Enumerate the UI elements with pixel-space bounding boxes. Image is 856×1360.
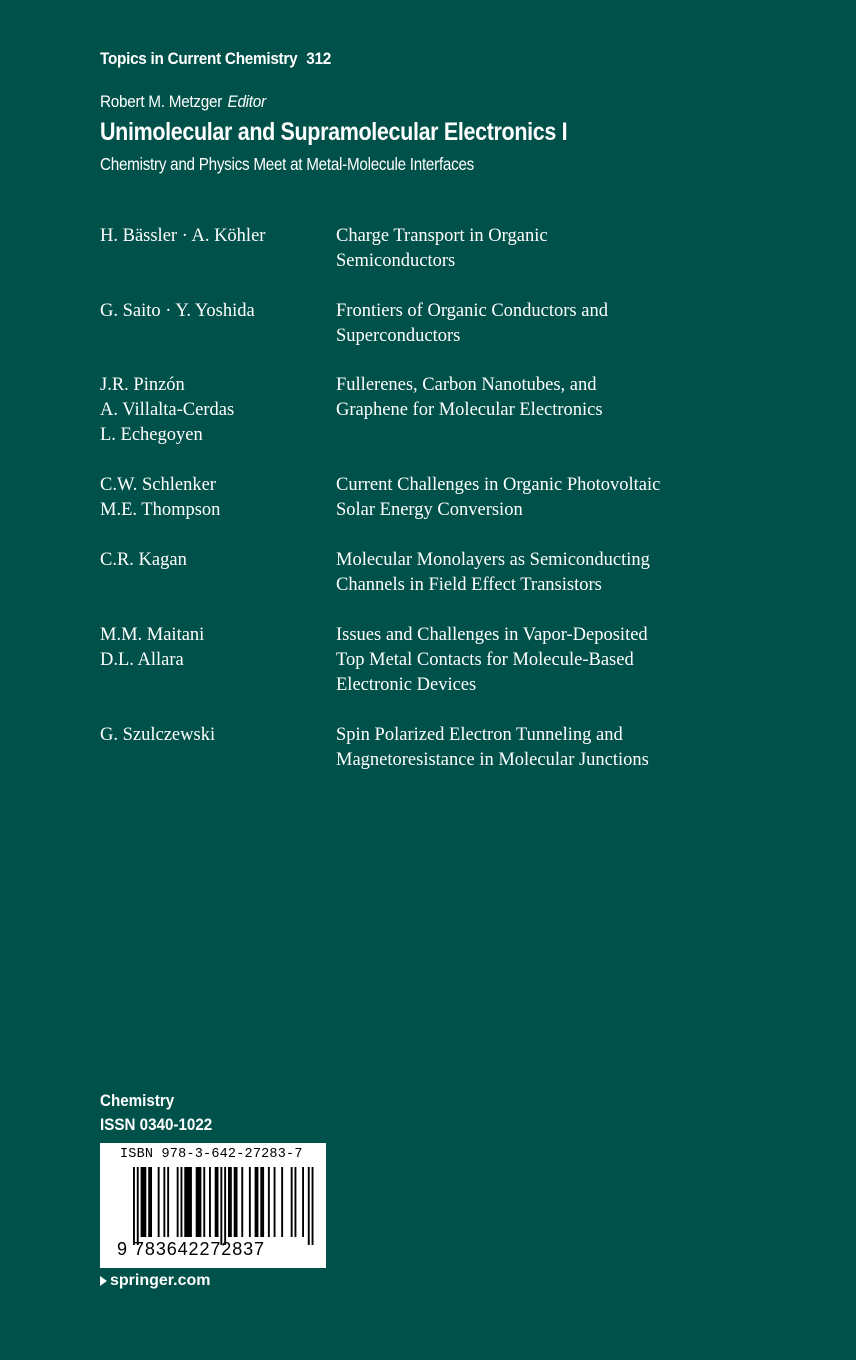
title-line: Top Metal Contacts for Molecule-Based [336, 650, 634, 670]
author-line: M.E. Thompson [100, 500, 221, 520]
barcode-bar [234, 1167, 238, 1237]
ean-first-digit: 9 [117, 1239, 128, 1259]
title-line: Fullerenes, Carbon Nanotubes, and [336, 375, 597, 395]
title-line: Graphene for Molecular Electronics [336, 400, 603, 420]
title-line: Electronic Devices [336, 675, 477, 695]
title-line: Semiconductors [336, 251, 456, 271]
series-name: Topics in Current Chemistry [100, 49, 298, 68]
arrow-right-icon [100, 1276, 107, 1286]
ean-digits: 783642272837 [134, 1239, 265, 1259]
barcode-bar [177, 1167, 179, 1237]
subject-category: Chemistry [100, 1092, 175, 1110]
barcode-bar [163, 1167, 165, 1237]
entry-authors [100, 473, 330, 523]
barcode-bar [141, 1167, 147, 1237]
entry-authors [100, 224, 330, 249]
series-line [100, 49, 331, 69]
barcode-bar [312, 1167, 314, 1245]
title-line: Frontiers of Organic Conductors and [336, 301, 608, 321]
barcode-bar [184, 1167, 192, 1237]
volume-number: 312 [306, 49, 332, 68]
barcode-bar [255, 1167, 259, 1237]
entry-authors [100, 723, 330, 748]
author-line: C.R. Kagan [100, 550, 187, 570]
entry-title [336, 299, 736, 349]
book-title: Unimolecular and Supramolecular Electronics I [100, 118, 568, 146]
title-line: Current Challenges in Organic Photovoltaic [336, 475, 661, 495]
editor-name: Robert M. Metzger [100, 92, 223, 111]
barcode-bar [281, 1167, 283, 1237]
barcode-bar [268, 1167, 270, 1237]
title-line: Charge Transport in Organic [336, 226, 548, 246]
barcode-bar [148, 1167, 152, 1237]
barcode-bar [224, 1167, 226, 1245]
barcode-bar [133, 1167, 135, 1245]
title-line: Solar Energy Conversion [336, 500, 523, 520]
website-label: springer.com [110, 1272, 211, 1289]
barcode-bar [241, 1167, 243, 1237]
isbn-text: ISBN 978-3-642-27283-7 [120, 1147, 303, 1162]
barcode-bar [203, 1167, 205, 1237]
entry-authors [100, 299, 330, 324]
author-line: G. Szulczewski [100, 725, 216, 745]
barcode-bar [291, 1167, 293, 1237]
author-line: H. Bässler · A. Köhler [100, 226, 266, 246]
barcode-bar [209, 1167, 211, 1237]
barcode-bar [137, 1167, 139, 1245]
author-line: D.L. Allara [100, 650, 184, 670]
title-line: Molecular Monolayers as Semiconducting [336, 550, 650, 570]
title-line: Superconductors [336, 326, 461, 346]
issn-number: ISSN 0340-1022 [100, 1116, 213, 1134]
editor-role: Editor [227, 92, 266, 111]
barcode-bar [302, 1167, 304, 1237]
website-link[interactable] [100, 1272, 210, 1290]
author-line: M.M. Maitani [100, 625, 205, 645]
title-line: Channels in Field Effect Transistors [336, 575, 602, 595]
barcode-bar [295, 1167, 297, 1237]
entry-title [336, 224, 736, 274]
editor-line [100, 92, 266, 112]
book-subtitle: Chemistry and Physics Meet at Metal-Molecule Interfaces [100, 154, 475, 174]
isbn-barcode [100, 1143, 326, 1268]
barcode-bar [260, 1167, 264, 1237]
barcode-bar [196, 1167, 202, 1237]
author-line: G. Saito · Y. Yoshida [100, 301, 255, 321]
barcode-bar [167, 1167, 169, 1237]
entry-title [336, 723, 736, 773]
author-line: J.R. Pinzón [100, 375, 185, 395]
barcode-bar [249, 1167, 251, 1237]
entry-title [336, 548, 736, 598]
entry-authors [100, 548, 330, 573]
barcode-bar [158, 1167, 160, 1237]
barcode-bar [228, 1167, 232, 1237]
author-line: C.W. Schlenker [100, 475, 216, 495]
barcode-bar [308, 1167, 310, 1245]
title-line: Magnetoresistance in Molecular Junctions [336, 750, 649, 770]
title-line: Issues and Challenges in Vapor-Deposited [336, 625, 648, 645]
entry-title [336, 373, 736, 423]
title-line: Spin Polarized Electron Tunneling and [336, 725, 623, 745]
entry-title [336, 623, 736, 698]
barcode-bar [220, 1167, 222, 1245]
entry-authors [100, 373, 330, 448]
author-line: A. Villalta-Cerdas [100, 400, 235, 420]
barcode-bar [215, 1167, 219, 1237]
entry-title [336, 473, 736, 523]
barcode-bar [274, 1167, 276, 1237]
entry-authors [100, 623, 330, 673]
author-line: L. Echegoyen [100, 425, 203, 445]
barcode-bar [181, 1167, 183, 1237]
